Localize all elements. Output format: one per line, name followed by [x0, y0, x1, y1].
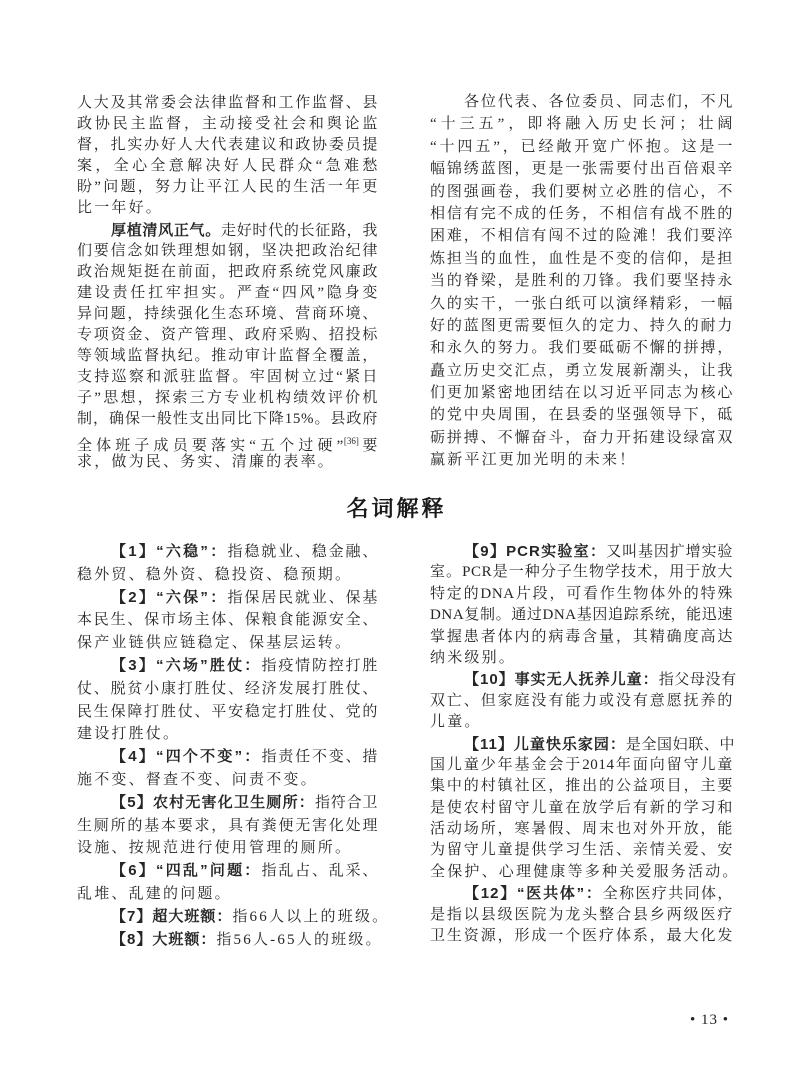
text-run: 指56人-65人的班级。	[216, 931, 383, 948]
text-line	[77, 93, 378, 114]
text-run: 卫生资源，形成一个医疗体系，最大化发	[430, 928, 733, 945]
text-run: 建设责任扛牢担实。严查“四风”隐身变	[77, 284, 378, 301]
text-run: 炼担当的血性，血性是不变的信仰，是担	[430, 250, 733, 267]
text-run: 的图强画卷，我们要树立必胜的信心，不	[430, 183, 733, 200]
text-run: 掌握患者体内的病毒含量，其精确度高达	[430, 628, 733, 645]
text-run: 全体班子成员要落实“五个过硬”	[77, 437, 344, 454]
text-line	[430, 883, 733, 904]
text-run: 久的实干，一张白纸可以演绎精彩，一幅	[430, 295, 733, 312]
text-run: 幅锦绣蓝图，更是一张需要付出百倍艰辛	[430, 161, 733, 178]
text-line	[77, 346, 378, 367]
text-line	[430, 734, 736, 755]
text-run: 案，全心全意解决好人民群众“急难愁	[77, 158, 378, 175]
text-line	[430, 113, 733, 135]
text-run: 当的脊梁，是胜利的刀锋。我们要坚持永	[430, 273, 733, 290]
text-run: 困难，不相信有闯不过的险滩！我们要淬	[430, 228, 733, 245]
text-line	[430, 605, 733, 626]
glossary-term: 【6】“四乱”问题：	[111, 862, 262, 880]
text-line	[77, 792, 378, 815]
text-run: 纳米级别。	[430, 649, 517, 666]
glossary-term: 【5】农村无害化卫生厕所：	[111, 793, 315, 811]
text-line	[77, 746, 378, 769]
text-line	[430, 203, 733, 225]
text-line	[77, 388, 378, 409]
glossary-term: 【8】大班额：	[111, 930, 217, 948]
text-line	[77, 452, 378, 473]
text-run: 政协民主监督，主动接受社会和舆论监	[77, 116, 378, 133]
text-line	[77, 220, 378, 241]
text-run: 支持巡察和派驻监督。牢固树立过“紧日	[77, 369, 378, 386]
text-line	[430, 270, 733, 292]
text-run: 乱堆、乱建的问题。	[77, 885, 232, 902]
text-line	[77, 541, 378, 564]
text-run: 赢新平江更加光明的未来！	[430, 452, 637, 469]
text-run: DNA复制。通过DNA基因追踪系统，能迅速	[430, 607, 733, 624]
text-line	[77, 564, 378, 587]
body-column-left	[77, 93, 378, 473]
text-run: 建设打胜仗。	[77, 726, 181, 743]
text-line	[77, 701, 378, 724]
text-run: 指责任不变、措	[261, 749, 379, 766]
text-line	[430, 627, 733, 648]
text-line	[430, 91, 733, 113]
text-run: 指保居民就业、保基	[227, 589, 378, 606]
text-run: 保产业链供应链稳定、保基层运转。	[77, 635, 353, 652]
text-line	[430, 225, 733, 247]
glossary-entry	[77, 541, 378, 587]
text-run: 儿童。	[430, 714, 482, 731]
page-number: • 13 •	[690, 1012, 730, 1028]
text-run: 双亡、但家庭没有能力或没有意愿抚养的	[430, 692, 733, 709]
glossary-entry	[77, 655, 378, 746]
text-run: 和永久的努力。我们要砥砺不懈的拼搏，	[430, 340, 733, 357]
text-line	[77, 587, 378, 610]
text-line	[430, 181, 733, 203]
text-line	[77, 655, 378, 678]
text-line	[77, 304, 378, 325]
glossary-term: 【4】“四个不变”：	[111, 748, 262, 766]
text-run: 政治规矩挺在前面，把政府系统党风廉政	[77, 263, 378, 280]
text-line	[430, 248, 733, 270]
text-line	[430, 562, 733, 583]
text-line	[430, 926, 733, 947]
text-run: 好的蓝图更需要恒久的定力、持久的耐力	[430, 317, 733, 334]
text-line	[77, 837, 378, 860]
text-line	[430, 337, 733, 359]
text-line	[430, 669, 737, 690]
text-run: 全保护、心理健康等多种关爱服务活动。	[430, 863, 740, 880]
text-run: 们要信念如铁理想如钢，坚决把政治纪律	[77, 242, 378, 259]
glossary-entry	[77, 587, 378, 655]
text-run: 专项资金、资产管理、政府采购、招投标	[77, 327, 378, 344]
text-line	[430, 136, 733, 158]
text-run: 子”思想，探索三方专业机构绩效评价机	[77, 390, 378, 407]
text-run: 室。PCR是一种分子生物学技术，用于放大	[430, 564, 733, 581]
section-title: 名词解释	[346, 496, 447, 521]
glossary-term: 【3】“六场”胜仗：	[111, 656, 262, 674]
glossary-entry	[430, 669, 737, 733]
text-line	[430, 776, 733, 797]
text-line	[430, 840, 733, 861]
text-run: 特定的DNA片段，可看作生物体外的特殊	[430, 585, 733, 602]
text-run: 等领域监督执纪。推动审计监督全覆盖，	[77, 348, 378, 365]
text-line	[430, 798, 733, 819]
text-run: 又叫基因扩增实验	[606, 544, 733, 560]
text-run: 的党中央周围，在县委的坚强领导下，砥	[430, 407, 733, 424]
text-run: 为留守儿童提供学习生活、亲情关爱、安	[430, 842, 733, 859]
paragraph	[77, 220, 378, 473]
text-line	[77, 409, 378, 430]
text-run: 施不变、督查不变、问责不变。	[77, 771, 318, 788]
glossary-entry	[77, 929, 383, 952]
paragraph	[77, 93, 378, 220]
glossary-entry	[77, 746, 378, 792]
text-run: 指父母没有	[658, 672, 737, 689]
text-line	[430, 293, 733, 315]
text-line	[430, 382, 733, 404]
text-line	[430, 755, 733, 776]
glossary-term: 【12】“医共体”：	[464, 885, 603, 903]
body-column-right	[430, 91, 733, 472]
text-line	[430, 584, 733, 605]
text-run: 矗立历史交汇点，勇立发展新潮头，让我	[430, 362, 733, 379]
text-run: 指66人以上的班级。	[232, 908, 390, 925]
text-line	[77, 609, 378, 632]
glossary-entry	[77, 792, 378, 860]
text-line	[77, 769, 378, 792]
glossary-column-left	[77, 541, 390, 951]
text-run: 全称医疗共同体，	[602, 886, 733, 903]
text-line	[77, 283, 378, 304]
text-run: 们更加紧密地团结在以习近平同志为核心	[430, 385, 733, 402]
paragraph	[430, 91, 733, 472]
text-run: 仗、脱贫小康打胜仗、经济发展打胜仗、	[77, 680, 378, 697]
text-run: 人大及其常委会法律监督和工作监督、县	[77, 95, 378, 111]
text-run: 设施、按规范进行使用管理的厕所。	[77, 840, 353, 857]
text-line	[77, 929, 383, 952]
text-run: 是使农村留守儿童在放学后有新的学习和	[430, 799, 733, 816]
glossary-term: 【2】“六保”：	[111, 588, 228, 606]
text-run: “十三五”，即将融入历史长河；壮阔	[430, 116, 733, 133]
text-line	[77, 367, 378, 388]
text-line	[430, 541, 733, 562]
text-line	[77, 632, 378, 655]
glossary-entry	[430, 883, 733, 947]
glossary-entry	[430, 541, 733, 669]
text-line	[77, 241, 378, 262]
text-run: 活动场所，寒暑假、周末也对外开放，能	[430, 821, 733, 838]
text-run: 本民生、保市场主体、保粮食能源安全、	[77, 612, 378, 629]
text-run: 是全国妇联、中	[625, 736, 736, 753]
bold-lead: 厚植清风正气。	[111, 221, 221, 239]
text-run: 集中的村镇社区，推出的公益项目，主要	[430, 778, 733, 795]
text-run: 盼”问题，努力让平江人民的生活一年更	[77, 179, 378, 196]
text-line	[430, 691, 733, 712]
text-run: 国儿童少年基金会于2014年面向留守儿童	[430, 756, 733, 773]
text-run: 要	[358, 437, 378, 454]
text-run: 指稳就业、稳金融、	[227, 544, 378, 560]
text-line	[77, 262, 378, 283]
text-line	[77, 723, 378, 746]
text-run: 生厕所的基本要求，具有粪便无害化处理	[77, 817, 378, 834]
glossary-term: 【1】“六稳”：	[111, 543, 228, 560]
text-run: 求，做为民、务实、清廉的表率。	[77, 453, 336, 470]
text-run: 砺拼搏、不懈奋斗，奋力开拓建设绿富双	[430, 429, 733, 446]
glossary-entry	[430, 734, 740, 884]
text-line	[430, 404, 733, 426]
text-line	[430, 315, 733, 337]
text-line	[430, 819, 733, 840]
text-line	[77, 860, 378, 883]
text-line	[77, 906, 390, 929]
glossary-entry	[77, 860, 378, 906]
text-line	[430, 862, 740, 883]
text-run: 相信有完不成的任务，不相信有战不胜的	[430, 205, 733, 222]
glossary-entry	[77, 906, 390, 929]
footnote-ref: [36]	[343, 435, 359, 446]
glossary-term: 【11】儿童快乐家园：	[464, 735, 626, 753]
text-run: 制，确保一般性支出同比下降15%。县政府	[77, 411, 378, 428]
text-line	[430, 360, 733, 382]
text-line	[77, 198, 378, 219]
text-line	[77, 177, 378, 198]
text-line	[430, 712, 733, 733]
glossary-term: 【7】超大班额：	[111, 907, 233, 925]
text-line	[430, 648, 733, 669]
text-line	[430, 905, 733, 926]
text-run: “十四五”，已经敞开宽广怀抱。这是一	[430, 138, 733, 155]
text-line	[77, 883, 378, 906]
text-run: 稳外贸、稳外资、稳投资、稳预期。	[77, 566, 353, 583]
text-run: 指疫情防控打胜	[261, 657, 379, 674]
text-line	[77, 156, 378, 177]
text-run: 各位代表、各位委员、同志们，不凡	[464, 94, 733, 110]
text-line	[77, 678, 378, 701]
text-line	[77, 135, 378, 156]
text-run: 指乱占、乱采、	[261, 863, 379, 880]
text-run: 指符合卫	[314, 794, 378, 811]
text-run: 比一年好。	[77, 200, 164, 217]
text-line	[77, 815, 378, 838]
text-line	[430, 158, 733, 180]
glossary-term: 【10】事实无人抚养儿童：	[464, 671, 659, 689]
glossary-column-right	[430, 541, 740, 947]
text-line	[77, 431, 378, 452]
text-run: 是指以县级医院为龙头整合县乡两级医疗	[430, 906, 733, 923]
text-line	[77, 325, 378, 346]
text-run: 走好时代的长征路，我	[220, 222, 378, 239]
text-line	[430, 427, 733, 449]
text-line	[430, 449, 733, 471]
text-run: 异问题，持续强化生态环境、营商环境、	[77, 305, 378, 322]
text-line	[77, 114, 378, 135]
text-run: 督，扎实办好人大代表建议和政协委员提	[77, 137, 378, 154]
glossary-term: 【9】PCR实验室：	[464, 543, 607, 560]
text-run: 民生保障打胜仗、平安稳定打胜仗、党的	[77, 703, 378, 720]
